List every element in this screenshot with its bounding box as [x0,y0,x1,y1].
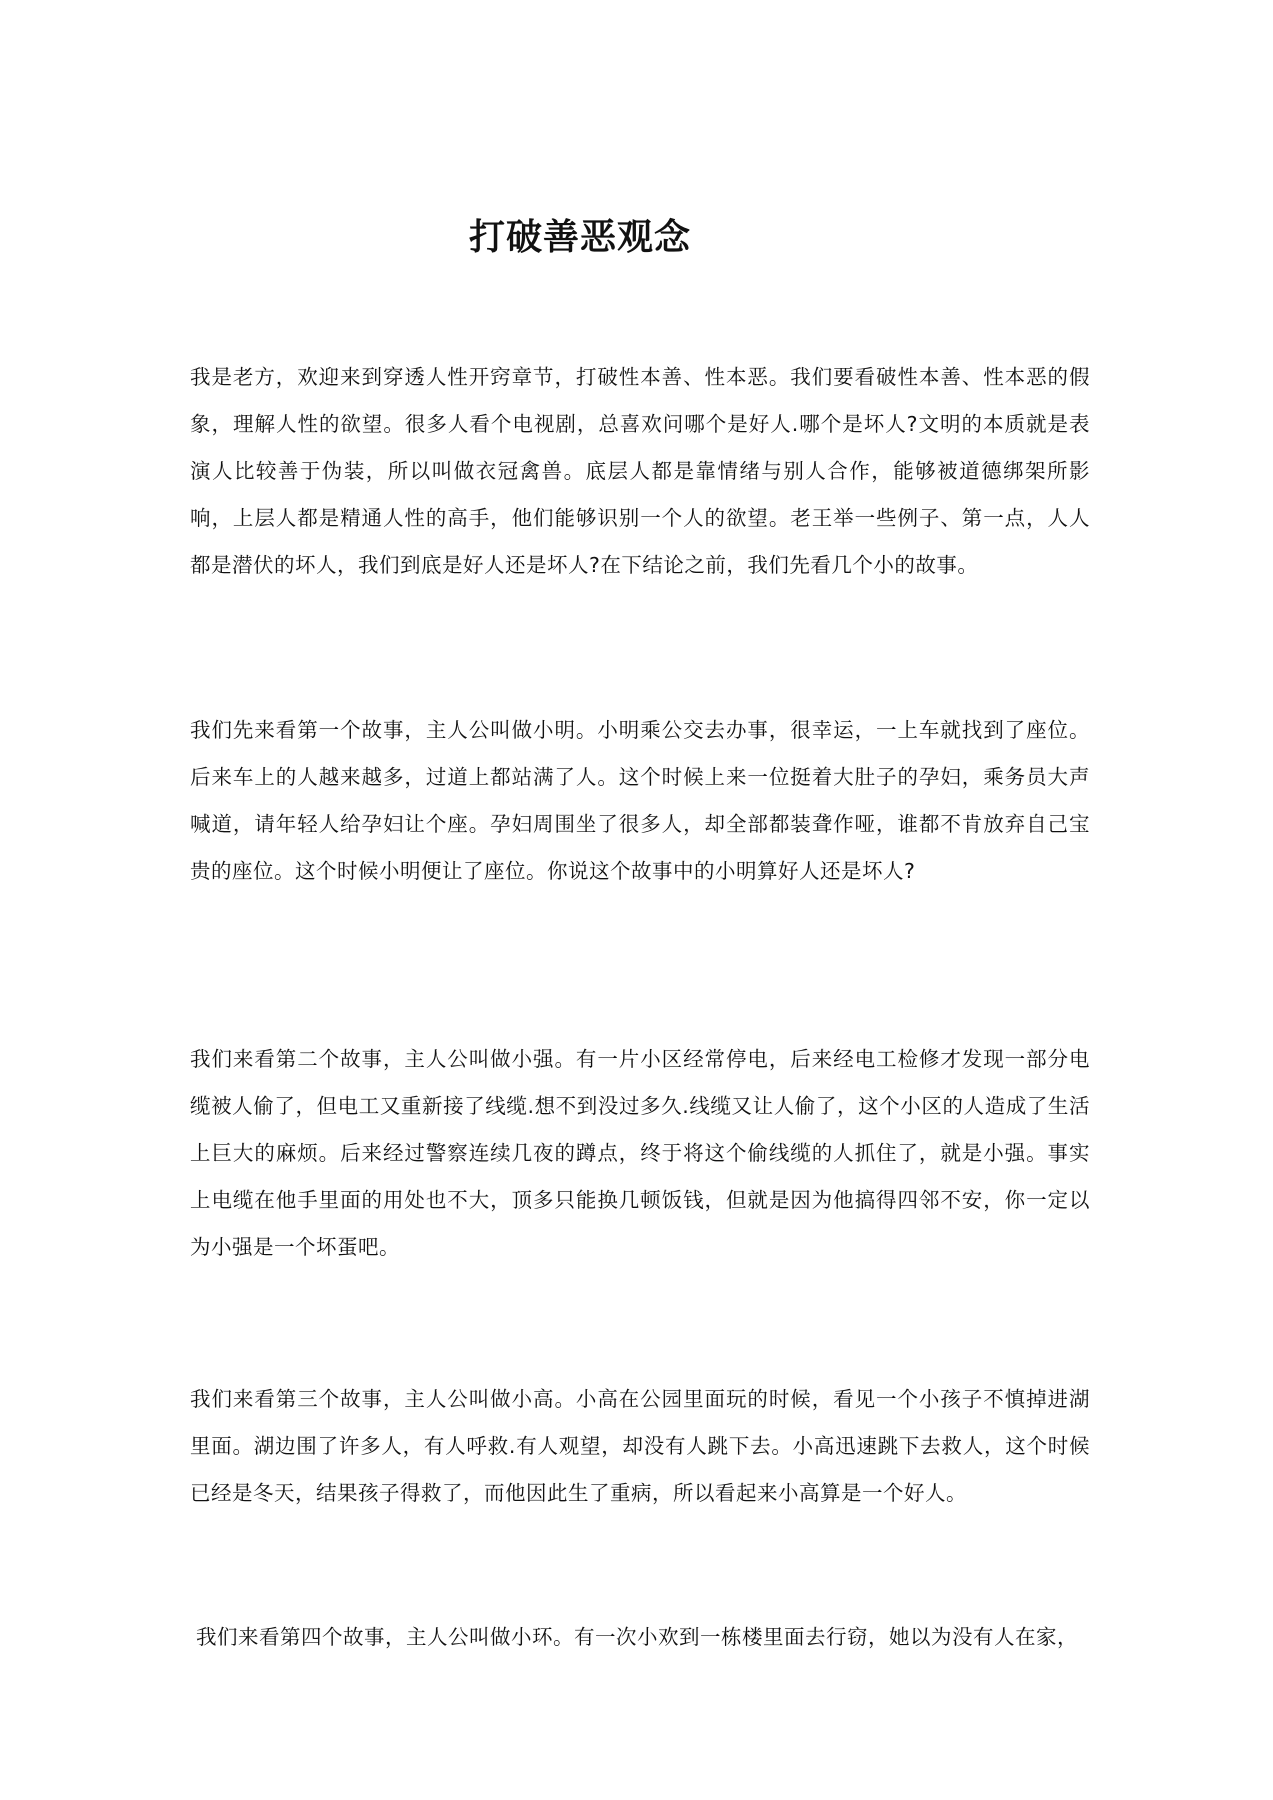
paragraph-intro: 我是老方，欢迎来到穿透人性开窍章节，打破性本善、性本恶。我们要看破性本善、性本恶的假象，理解人性的欲望。很多人看个电视剧，总喜欢问哪个是好人.哪个是坏人?文明的本质就是表演人比较善于伪装，所以叫做衣冠禽兽。底层人都是靠情绪与别人合作，能够被道德绑架所影响，上层人都是精通人性的高手，他们能够识别一个人的欲望。老王举一些例子、第一点，人人都是潜伏的坏人，我们到底是好人还是坏人?在下结论之前，我们先看几个小的故事。 [190,365,1090,577]
paragraph-story-two: 我们来看第二个故事，主人公叫做小强。有一片小区经常停电，后来经电工检修才发现一部分电缆被人偷了，但电工又重新接了线缆.想不到没过多久.线缆又让人偷了，这个小区的人造成了生活上巨大的麻烦。后来经过警察连续几夜的蹲点，终于将这个偷线缆的人抓住了，就是小强。事实上电缆在他手里面的用处也不大，顶多只能换几顿饭钱，但就是因为他搞得四邻不安，你一定以为小强是一个坏蛋吧。 [190,1047,1090,1259]
paragraph-story-four: 我们来看第四个故事，主人公叫做小环。有一次小欢到一栋楼里面去行窃，她以为没有人在家， [196,1625,1078,1649]
document-title: 打破善恶观念 [468,216,691,258]
paragraph-story-three: 我们来看第三个故事，主人公叫做小高。小高在公园里面玩的时候，看见一个小孩子不慎掉进湖里面。湖边围了许多人，有人呼救.有人观望，却没有人跳下去。小高迅速跳下去救人，这个时候已经是冬天，结果孩子得救了，而他因此生了重病，所以看起来小高算是一个好人。 [190,1387,1090,1505]
paragraph-story-one: 我们先来看第一个故事，主人公叫做小明。小明乘公交去办事，很幸运，一上车就找到了座位。后来车上的人越来越多，过道上都站满了人。这个时候上来一位挺着大肚子的孕妇，乘务员大声喊道，请年轻人给孕妇让个座。孕妇周围坐了很多人，却全部都装聋作哑，谁都不肯放弃自己宝贵的座位。这个时候小明便让了座位。你说这个故事中的小明算好人还是坏人? [190,718,1090,883]
